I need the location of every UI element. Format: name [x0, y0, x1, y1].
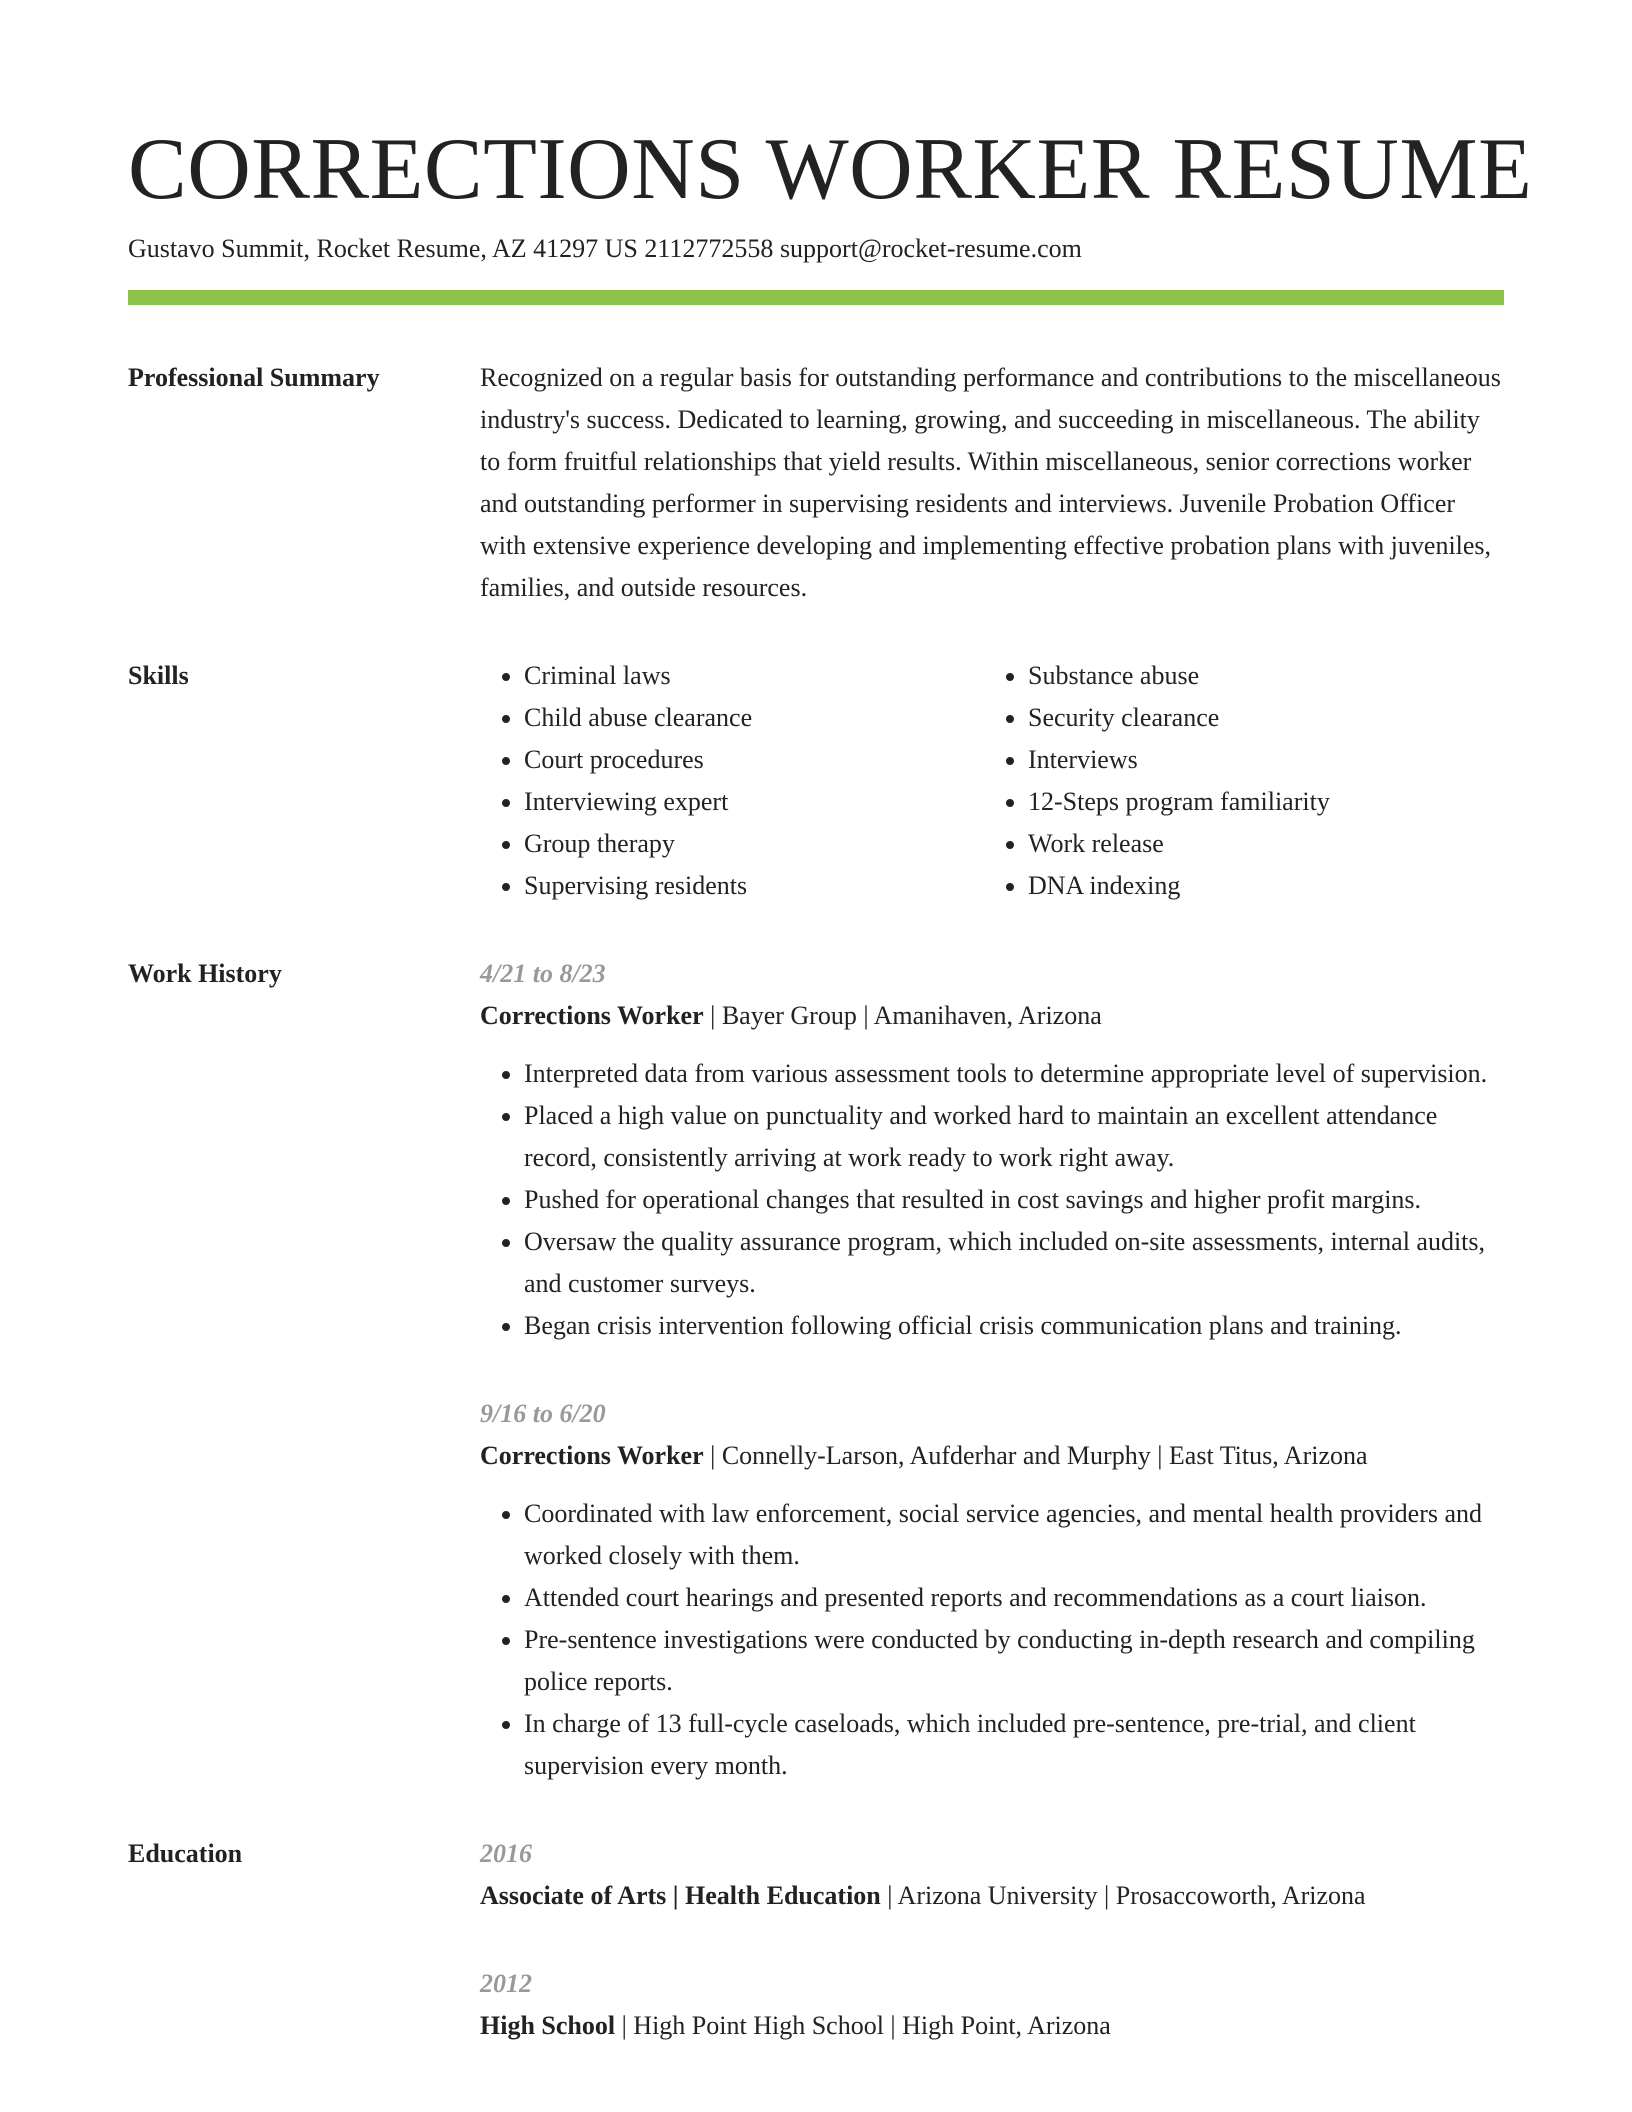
skills-column-right: [984, 655, 1488, 907]
job-bullet: • Oversaw the quality assurance program, which included on-site assessments, internal audits, and customer surveys.: [524, 1221, 1504, 1305]
job-bullet: • Pushed for operational changes that resulted in cost savings and higher profit margins.: [524, 1179, 1504, 1221]
resume-title: CORRECTIONS WORKER RESUME: [128, 121, 1533, 218]
accent-divider: [128, 290, 1504, 305]
skill-item: • Substance abuse: [1028, 655, 1488, 697]
job-bullet: • Interpreted data from various assessment tools to determine appropriate level of supervision.: [524, 1053, 1504, 1095]
job-role-line: [480, 1435, 1504, 1477]
job-details: | Connelly-Larson, Aufderhar and Murphy | East Titus, Arizona: [703, 1441, 1368, 1470]
skill-item: • Security clearance: [1028, 697, 1488, 739]
section-label-education: Education: [128, 1839, 243, 1868]
education-entry: [480, 1833, 1504, 1917]
skill-item: • Work release: [1028, 823, 1488, 865]
skill-item: • DNA indexing: [1028, 865, 1488, 907]
job-title: Corrections Worker: [480, 1001, 704, 1030]
summary-text: Recognized on a regular basis for outstanding performance and contributions to the miscellaneous industry's success. Dedicated to learning, growing, and succeeding in miscellaneous. The ability to form fruitful relationships that yield results. Within miscellaneous, senior corrections worker and outstanding performer in supervising residents and interviews. Juvenile Probation Officer with extensive experience developing and implementing effective probation plans with juveniles, families, and outside resources.: [480, 363, 1501, 602]
skill-item: • Child abuse clearance: [524, 697, 984, 739]
job-bullet: • Pre-sentence investigations were conducted by conducting in-depth research and compiling police reports.: [524, 1619, 1504, 1703]
skill-item: • Supervising residents: [524, 865, 984, 907]
resume-page: [128, 0, 1533, 2047]
job-bullet: • In charge of 13 full-cycle caseloads, which included pre-sentence, pre-trial, and client supervision every month.: [524, 1703, 1504, 1787]
job-dates: 4/21 to 8/23: [480, 959, 606, 988]
job-entry: [480, 1393, 1504, 1787]
skill-item: • 12-Steps program familiarity: [1028, 781, 1488, 823]
section-label-work-history: Work History: [128, 959, 282, 988]
job-title: Corrections Worker: [480, 1441, 704, 1470]
education-line: [480, 1875, 1504, 1917]
education-details: | Arizona University | Prosaccoworth, Arizona: [880, 1881, 1366, 1910]
work-history-section: [128, 953, 1504, 1787]
job-bullet: • Coordinated with law enforcement, social service agencies, and mental health providers and worked closely with them.: [524, 1493, 1504, 1577]
section-label-skills: Skills: [128, 661, 189, 690]
education-line: [480, 2005, 1504, 2047]
job-bullets: [480, 1053, 1504, 1347]
contact-phone: 2112772558: [644, 234, 774, 263]
skills-column-left: [480, 655, 984, 907]
education-entry: [480, 1963, 1504, 2047]
contact-email: support@rocket-resume.com: [779, 234, 1082, 263]
skill-item: • Criminal laws: [524, 655, 984, 697]
education-section: [128, 1833, 1504, 2047]
job-role-line: [480, 995, 1504, 1037]
education-degree: High School: [480, 2011, 616, 2040]
section-label-summary: Professional Summary: [128, 363, 380, 392]
contact-address: Gustavo Summit, Rocket Resume, AZ 41297 US: [128, 234, 638, 263]
job-bullet: • Began crisis intervention following official crisis communication plans and training.: [524, 1305, 1504, 1347]
job-bullets: [480, 1493, 1504, 1787]
job-entry: [480, 953, 1504, 1347]
job-bullet: • Attended court hearings and presented reports and recommendations as a court liaison.: [524, 1577, 1504, 1619]
professional-summary-section: [128, 357, 1504, 609]
education-year: 2012: [480, 1969, 532, 1998]
skills-section: [128, 655, 1504, 907]
education-year: 2016: [480, 1839, 532, 1868]
job-details: | Bayer Group | Amanihaven, Arizona: [703, 1001, 1102, 1030]
skill-item: • Court procedures: [524, 739, 984, 781]
skills-grid: [480, 655, 1504, 907]
job-bullet: • Placed a high value on punctuality and worked hard to maintain an excellent attendance record, consistently arriving at work ready to work right away.: [524, 1095, 1504, 1179]
job-dates: 9/16 to 6/20: [480, 1399, 606, 1428]
education-details: | High Point High School | High Point, Arizona: [615, 2011, 1111, 2040]
skill-item: • Interviews: [1028, 739, 1488, 781]
education-degree: Associate of Arts | Health Education: [480, 1881, 881, 1910]
skill-item: • Interviewing expert: [524, 781, 984, 823]
contact-line: [128, 232, 1504, 266]
skill-item: • Group therapy: [524, 823, 984, 865]
